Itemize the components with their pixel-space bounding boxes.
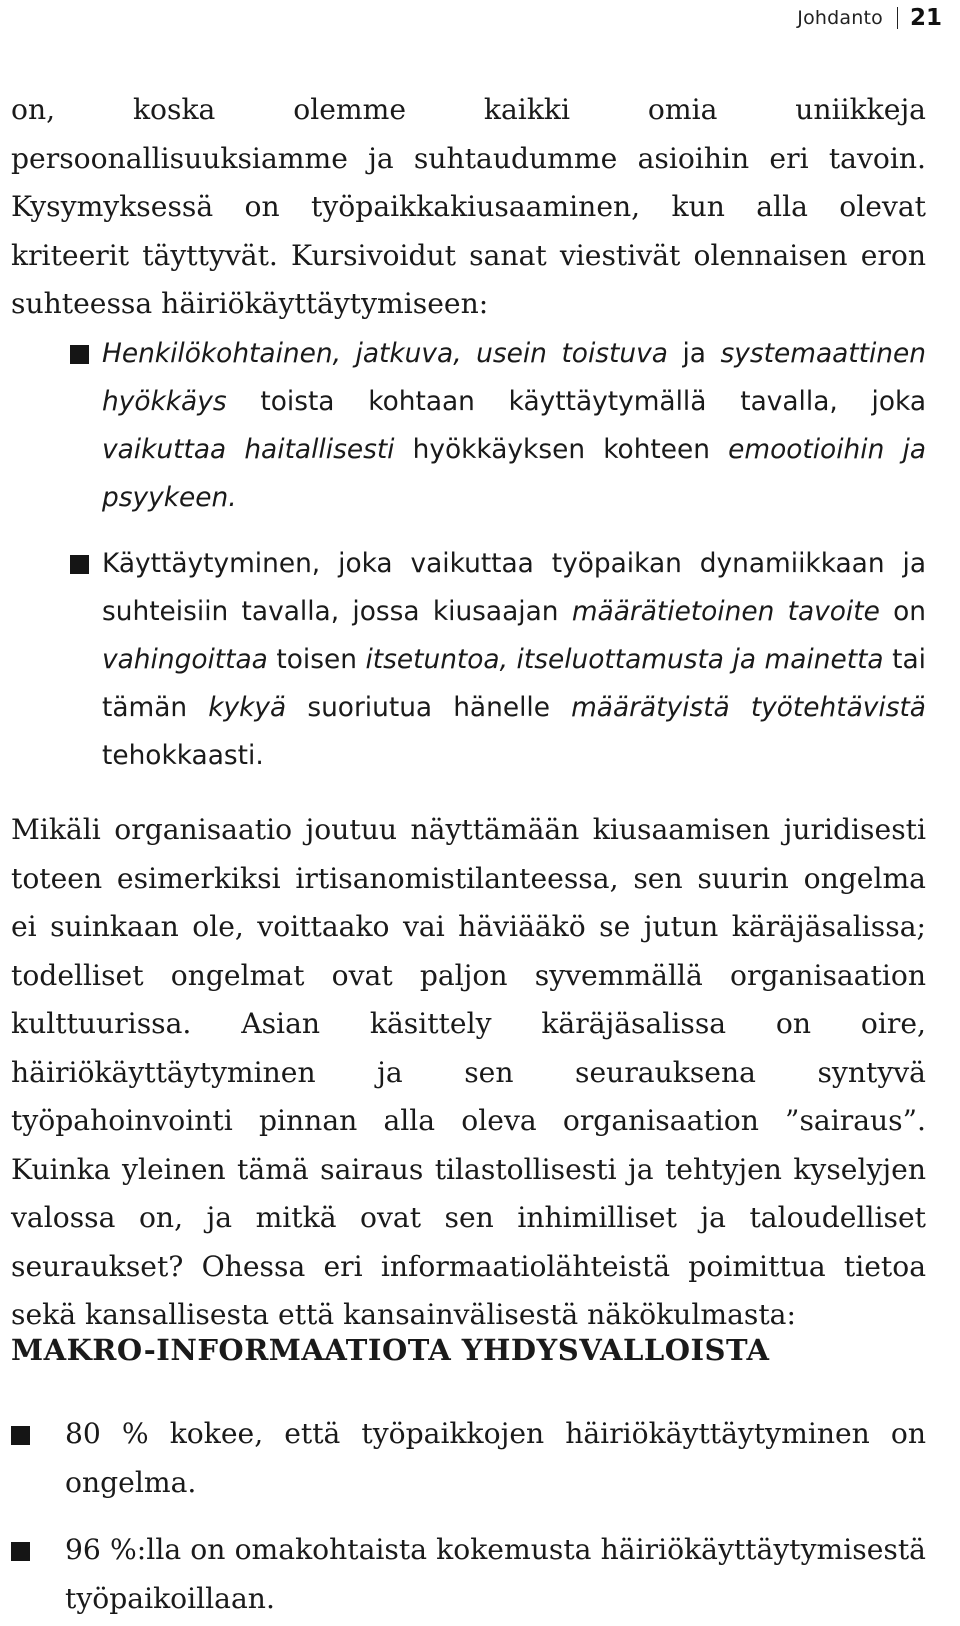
square-bullet-icon [70,555,89,574]
running-header [797,0,942,36]
paragraph-main: Mikäli organisaatio joutuu näyttämään kiusaamisen juridisesti toteen esimerkiksi irtisanomistilanteessa, sen suurin ongelma ei suinkaan ole, voittaako vai häviääkö se jutun käräjäsalissa; todelliset ongelmat ovat paljon syvemmällä organisaation kulttuurissa. Asian käsittely käräjäsalissa on oire, häiriökäyttäytyminen ja sen seurauksena syntyvä työpahoinvointi pinnan alla oleva organisaation ”sairaus”. Kuinka yleinen tämä sairaus tilastollisesti ja tehtyjen kyselyjen valossa on, ja mitkä ovat sen inhimilliset ja taloudelliset seuraukset? Ohessa eri informaatiolähteistä poimittua tietoa sekä kansallisesta että kansainvälisestä näkökulmasta: [11,813,926,1331]
emphasis-text: määrätyistä työtehtävistä [571,692,926,723]
plain-text: Käyttäytyminen, joka vaikuttaa työpaikan dynamiikkaan ja suhteisiin tavalla, jossa kiusaajan [102,548,926,627]
plain-text: ja [667,338,721,369]
section-heading: MAKRO-INFORMAATIOTA YHDYSVALLOISTA [11,1333,770,1367]
plain-text: hyökkäyksen kohteen [394,434,729,465]
statistics-list [11,1410,926,1623]
emphasis-text: Henkilökohtainen, jatkuva, usein toistuva [102,338,668,369]
criteria-list [70,330,926,780]
emphasis-text: emootioihin ja psyykeen. [102,434,926,513]
statistic-item [11,1410,926,1507]
criteria-item [70,330,926,522]
page-number: 21 [909,5,942,31]
emphasis-text: vahingoittaa [102,644,268,675]
emphasis-text: vaikuttaa haitallisesti [102,434,395,465]
plain-text: on [879,596,927,627]
statistic-text: 96 %:lla on omakohtaista kokemusta häiriökäyttäytymisestä työpaikoillaan. [65,1533,926,1615]
plain-text: tai tämän [102,644,926,723]
header-divider [897,7,898,29]
emphasis-text: kykyä [208,692,287,723]
square-bullet-icon [70,345,89,364]
plain-text: suoriutua hänelle [286,692,572,723]
square-bullet-icon [11,1542,30,1561]
plain-text: tehokkaasti. [102,740,264,771]
emphasis-text: systemaattinen hyökkäys [102,338,926,417]
criteria-item-text [102,548,926,771]
statistic-text: 80 % kokee, että työpaikkojen häiriökäyttäytyminen on ongelma. [65,1417,926,1499]
plain-text: toista kohtaan käyttäytymällä tavalla, joka [226,386,926,417]
plain-text: toisen [267,644,366,675]
header-section-title: Johdanto [797,7,883,29]
emphasis-text: itsetuntoa, itseluottamusta ja mainetta [365,644,884,675]
emphasis-text: määrätietoinen tavoite [571,596,880,627]
statistic-item [11,1526,926,1623]
paragraph-intro: on, koska olemme kaikki omia uniikkeja persoonallisuuksiamme ja suhtaudumme asioihin eri tavoin. Kysymyksessä on työpaikkakiusaaminen, kun alla olevat kriteerit täyttyvät. Kursivoidut sanat viestivät olennaisen eron suhteessa häiriökäyttäytymiseen: [11,93,926,320]
criteria-item-text [102,338,926,513]
square-bullet-icon [11,1426,30,1445]
criteria-item [70,540,926,780]
